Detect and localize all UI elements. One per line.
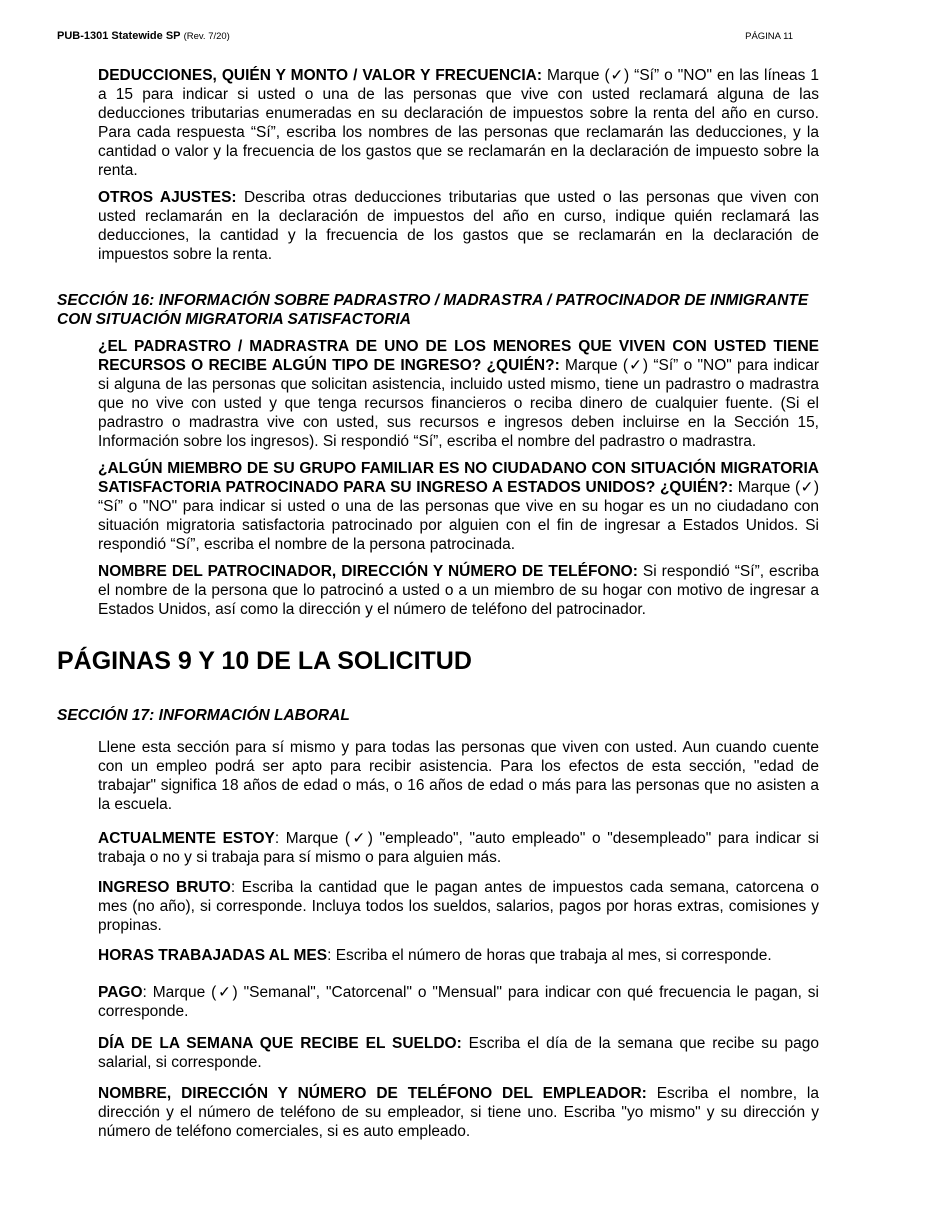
paragraph-patrocinador (98, 562, 819, 619)
page-number: PÁGINA 11 (745, 31, 793, 42)
paragraph-heading: ACTUALMENTE ESTOY (98, 830, 275, 847)
paragraph-no-ciudadano (98, 459, 819, 554)
paragraph-heading: HORAS TRABAJADAS AL MES (98, 947, 328, 964)
paragraph-text: : Escriba el número de horas que trabaja al mes, si corresponde. (327, 947, 772, 964)
paragraph-heading: NOMBRE DEL PATROCINADOR, DIRECCIÓN Y NÚMERO DE TELÉFONO: (98, 563, 638, 580)
paragraph-heading: ¿ALGÚN MIEMBRO DE SU GRUPO FAMILIAR ES NO CIUDADANO CON SITUACIÓN MIGRATORIA SATISFACTORIA PATROCINADO PARA SU INGRESO A ESTADOS UNIDOS? ¿QUIÉN?: (98, 460, 819, 496)
paragraph-heading: OTROS AJUSTES: (98, 189, 237, 206)
paragraph-heading: DÍA DE LA SEMANA QUE RECIBE EL SUELDO: (98, 1035, 462, 1052)
paragraph-heading: NOMBRE, DIRECCIÓN Y NÚMERO DE TELÉFONO DEL EMPLEADOR: (98, 1085, 647, 1102)
paragraph-empleador (98, 1084, 819, 1141)
paragraph-text: Marque (✓) “Sí” o "NO" para indicar si usted o una de las personas que vive en su hogar es un no ciudadano con situación migratoria satisfactoria patrocinado por alguien con el fin de ingresar a Estados Unidos. Si respondió “Sí”, escriba el nombre de la persona patrocinada. (98, 479, 820, 553)
paragraph-otros-ajustes (98, 188, 819, 264)
page-header (57, 30, 793, 46)
paragraph-heading: ¿EL PADRASTRO / MADRASTRA DE UNO DE LOS MENORES QUE VIVEN CON USTED TIENE RECURSOS O RECIBE ALGÚN TIPO DE INGRESO? ¿QUIÉN?: (98, 338, 819, 374)
paragraph-text: : Marque (✓) "empleado", "auto empleado" o "desempleado" para indicar si trabaja o no y si trabaja para sí mismo o para alguien más. (98, 830, 819, 866)
page-heading: PÁGINAS 9 Y 10 DE LA SOLICITUD (57, 647, 472, 675)
paragraph-padrastro (98, 337, 819, 451)
paragraph-deducciones (98, 66, 819, 180)
paragraph-text: : Escriba la cantidad que le pagan antes de impuestos cada semana, catorcena o mes (no año), si corresponde. Incluya todos los sueldos, salarios, pagos por horas extras, comisiones y propinas. (98, 879, 819, 934)
paragraph-intro-17: Llene esta sección para sí mismo y para todas las personas que viven con usted. Aun cuando cuente con un empleo podrá ser apto para recibir asistencia. Para los efectos de esta sección, "edad de trabajar" significa 18 años de edad o más, o 16 años de edad o más para las personas que no asisten a la escuela. (98, 739, 819, 813)
section-16-heading: SECCIÓN 16: INFORMACIÓN SOBRE PADRASTRO / MADRASTRA / PATROCINADOR DE INMIGRANTE CON SITUACIÓN MIGRATORIA SATISFACTORIA (57, 292, 809, 328)
section-17-heading: SECCIÓN 17: INFORMACIÓN LABORAL (57, 707, 350, 724)
paragraph-pago (98, 983, 819, 1021)
paragraph-text: Marque (✓) “Sí” o "NO" para indicar si alguna de las personas que solicitan asistencia, incluido usted mismo, tiene un padrastro o madrastra que no vive con usted y que tenga recursos financieros o reciba dinero de cualquier fuente. (Si el padrastro o madrastra vive con usted, sus recursos e ingresos deben incluirse en la Sección 15, Información sobre los ingresos). Si respondió “Sí”, escriba el nombre del padrastro o madrastra. (98, 357, 819, 450)
paragraph-heading: DEDUCCIONES, QUIÉN Y MONTO / VALOR Y FRECUENCIA: (98, 67, 542, 84)
paragraph-actualmente (98, 829, 819, 867)
form-identifier (57, 30, 230, 42)
paragraph-text: Si respondió “Sí”, escriba el nombre de la persona que lo patrocinó a usted o a un miembro de su hogar con motivo de ingresar a Estados Unidos, así como la dirección y el número de teléfono del patrocinador. (98, 563, 819, 618)
form-revision: (Rev. 7/20) (183, 31, 230, 42)
document-body (57, 66, 819, 1141)
paragraph-text: Escriba el nombre, la dirección y el número de teléfono de su empleador, si tiene uno. Escriba "yo mismo" y su dirección y número de teléfono comerciales, si es auto empleado. (98, 1085, 819, 1140)
form-code: PUB-1301 Statewide SP (57, 30, 181, 42)
paragraph-text: : Marque (✓) "Semanal", "Catorcenal" o "Mensual" para indicar con qué frecuencia le pagan, si corresponde. (98, 984, 819, 1020)
paragraph-text: Describa otras deducciones tributarias que usted o las personas que viven con usted reclamarán en la declaración de impuestos del año en curso, indique quién reclamará las deducciones, la cantidad y la frecuencia de los gastos que se reclamarán en la declaración de impuestos sobre la renta. (98, 189, 820, 263)
paragraph-horas (98, 946, 819, 965)
paragraph-text: Escriba el día de la semana que recibe su pago salarial, si corresponde. (98, 1035, 819, 1071)
paragraph-heading: INGRESO BRUTO (98, 879, 231, 896)
paragraph-ingreso-bruto (98, 878, 819, 935)
paragraph-text: Marque (✓) “Sí” o "NO" en las líneas 1 a 15 para indicar si usted o una de las personas que vive con usted reclamará alguna de las deducciones tributarias enumeradas en su declaración de impuestos sobre la renta del año en curso. Para cada respuesta “Sí”, escriba los nombres de las personas que reclamarán las deducciones, y la cantidad o valor y la frecuencia de los gastos que se reclamarán en la declaración de impuesto sobre la renta. (98, 67, 819, 179)
paragraph-heading: PAGO (98, 984, 143, 1001)
paragraph-dia-sueldo (98, 1034, 819, 1072)
